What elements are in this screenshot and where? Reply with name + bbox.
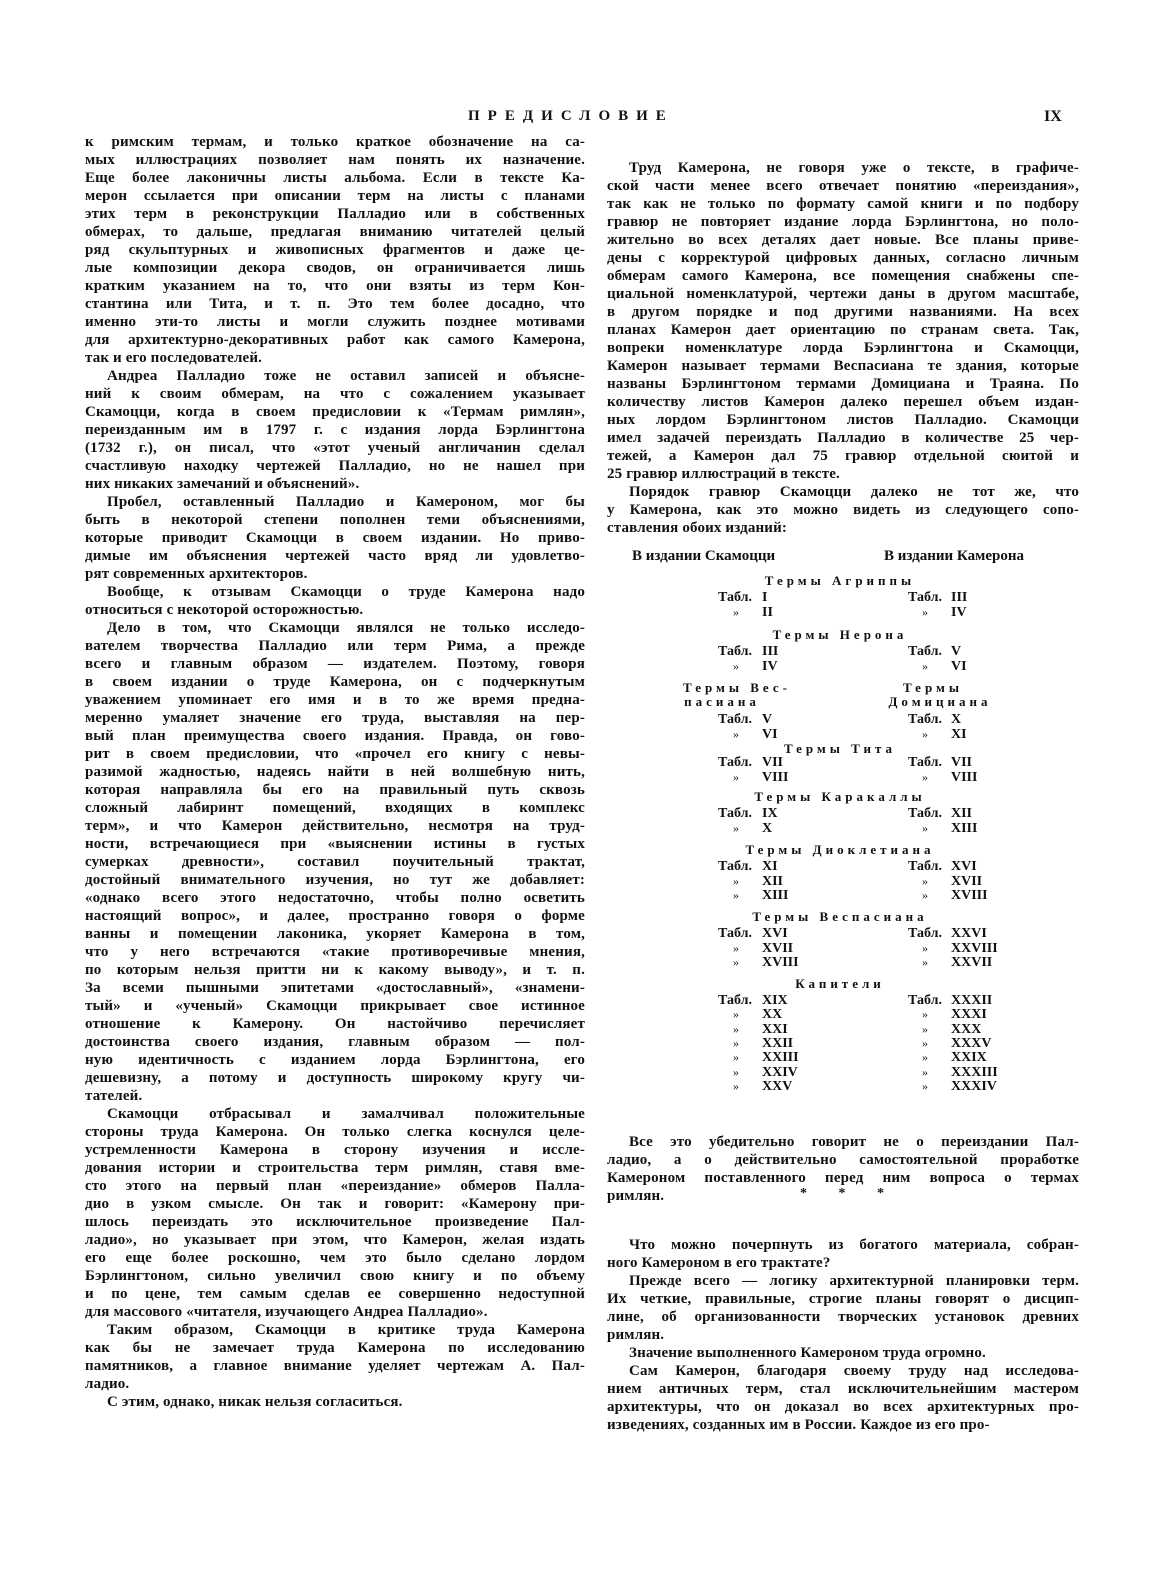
section-heading-left: пасиана: [684, 694, 760, 709]
text-line: лине, об организованности творческих установок древних: [607, 1309, 1079, 1325]
text-line: дио в узком смысле. Он так и говорит: «Камерону при-: [85, 1196, 585, 1212]
text-line: ставления обоих изданий:: [607, 520, 788, 536]
plate-number-cameron: X: [951, 712, 962, 727]
text-line: к римским термам, и только краткое обозначение на са-: [85, 134, 585, 150]
text-line: Все это убедительно говорит не о переиздании Пал-: [629, 1134, 1079, 1150]
plate-number-scamozzi: XI: [762, 859, 778, 874]
text-line: циальной номенклатурой, чертежи даны в другом масштабе,: [607, 286, 1079, 302]
plate-label-scamozzi: »: [733, 605, 739, 619]
text-line: разимой жадностью, надеясь найти в ней волшебную нить,: [85, 764, 585, 780]
plate-label-scamozzi: Табл.: [718, 644, 752, 659]
text-line: его еще более роскошно, чем это было сделано лордом: [85, 1250, 585, 1266]
section-heading-right: Термы: [903, 680, 963, 695]
plate-number-cameron: XXVIII: [951, 940, 998, 956]
text-line: тежей, а Камерон дал 75 гравюр отдельной сюитой и: [607, 448, 1079, 464]
text-line: Дело в том, что Скамоцци являлся не только исследо-: [107, 620, 585, 636]
plate-label-scamozzi: Табл.: [718, 993, 752, 1008]
text-line: вый план преимущества своего издания. Правда, он гово-: [85, 728, 585, 744]
text-line: у Камерона, как это можно видеть из следующего сопо-: [607, 502, 1079, 518]
plate-label-scamozzi: »: [733, 1078, 739, 1093]
right-column-top: [607, 159, 1079, 537]
plate-label-scamozzi: Табл.: [718, 755, 752, 770]
text-line: меренно умаляет значение его труда, выставляя на пер-: [85, 710, 585, 726]
section-heading-left: Термы Вес-: [683, 680, 791, 695]
section-heading: Термы Нерона: [772, 627, 908, 642]
text-line: Сам Камерон, благодаря своему труду над исследова-: [629, 1363, 1079, 1379]
text-line: количеству листов Камерон далеко перешел объем издан-: [607, 394, 1079, 410]
plate-number-scamozzi: XXI: [762, 1021, 788, 1037]
text-line: достоинства своего издания, главным образом — пол-: [85, 1034, 585, 1050]
text-line: мерон ссылается при описании терм на листы с планами: [85, 188, 585, 204]
text-line: ладио, а о действительно самостоятельной проработке: [607, 1152, 1079, 1168]
paragraph: [85, 1105, 585, 1321]
plate-label-scamozzi: »: [733, 727, 739, 741]
plate-number-scamozzi: XII: [762, 873, 784, 889]
plate-number-scamozzi: IX: [762, 806, 778, 821]
plate-number-scamozzi: XXV: [762, 1078, 793, 1094]
plate-number-scamozzi: III: [762, 644, 779, 659]
paragraph: [85, 583, 585, 619]
plate-label-scamozzi: Табл.: [718, 590, 752, 605]
text-line: устремленности Камерона в сторону изучения и иссле-: [85, 1142, 585, 1158]
text-line: димые им объяснения чертежей часто вряд ли удовлетво-: [85, 548, 585, 564]
text-line: счастливую находку чертежей Палладио, но не нашел при: [85, 458, 585, 474]
plate-label-cameron: »: [922, 1035, 928, 1050]
text-line: всего и главным образом — издателем. Поэтому, говоря: [85, 656, 585, 672]
plate-number-cameron: III: [951, 590, 968, 605]
text-line: Порядок гравюр Скамоцци далеко не тот же, что: [629, 484, 1079, 500]
text-line: Пробел, оставленный Палладио и Камероном, мог бы: [107, 494, 585, 510]
text-line: Вообще, к отзывам Скамоцци о труде Камерона надо: [107, 584, 585, 600]
plate-label-cameron: Табл.: [908, 859, 942, 874]
text-line: Камероном поставленного перед ним вопроса о термах: [607, 1170, 1079, 1186]
text-line: сто этого на первый план «переиздание» обмеров Палла-: [85, 1178, 585, 1194]
section-break: * * *: [800, 1186, 898, 1201]
plate-number-scamozzi: XIII: [762, 888, 789, 904]
section-heading: Термы Веспасиана: [752, 909, 928, 924]
text-line: Их четкие, правильные, строгие планы говорят о дисцип-: [607, 1291, 1079, 1307]
plate-label-scamozzi: Табл.: [718, 712, 752, 727]
text-line: терм», и что Камерон действительно, несмотря на труд-: [85, 818, 585, 834]
text-line: Камерон называет термами Веспасиана те здания, которые: [607, 358, 1079, 374]
text-line: (1732 г.), он писал, что «этот ученый англичанин сделал: [85, 440, 585, 456]
text-line: так и его последователей.: [85, 350, 263, 366]
plate-number-cameron: VIII: [951, 770, 978, 785]
text-line: ской части менее всего отвечает понятию «переиздания»,: [607, 178, 1079, 194]
text-line: римлян.: [607, 1188, 665, 1204]
plate-label-cameron: »: [922, 955, 928, 970]
plate-number-cameron: XXIX: [951, 1050, 987, 1066]
paragraph: [85, 367, 585, 493]
column-header-cameron: В издании Камерона: [884, 548, 1024, 564]
text-line: Еще более лаконичны листы альбома. Если в тексте Ка-: [85, 170, 585, 186]
text-line: которые приводит Скамоцци в своем издании. Но приво-: [85, 530, 585, 546]
text-line: рит в своем предисловии, что «прочел его книгу с невы-: [85, 746, 585, 762]
paragraph: [85, 1321, 585, 1393]
plate-label-cameron: Табл.: [908, 806, 942, 821]
text-line: архитектуры, что он доказал во всех архитектурных про-: [607, 1399, 1079, 1415]
text-line: памятников, а главное внимание уделяет чертежам А. Пал-: [85, 1358, 585, 1374]
plate-number-scamozzi: V: [762, 712, 773, 727]
text-line: Значение выполненного Камероном труда огромно.: [629, 1345, 986, 1361]
text-line: планах Камерон дает ориентацию по странам света. Так,: [607, 322, 1079, 338]
plate-label-scamozzi: »: [733, 1021, 739, 1036]
text-line: ных лордом Бэрлингтоном листов Палладио. Скамоцци: [607, 412, 1079, 428]
paragraph: [607, 159, 1079, 483]
text-line: ладио.: [85, 1376, 130, 1392]
plate-label-cameron: »: [922, 770, 928, 784]
paragraph: [85, 493, 585, 583]
section-heading: Термы Агриппы: [764, 573, 916, 588]
section-heading: Капители: [795, 976, 885, 991]
text-line: изведениях, созданных им в России. Каждое из его про-: [607, 1417, 990, 1433]
text-line: 25 гравюр иллюстраций в тексте.: [607, 466, 840, 482]
text-line: так как не только по формату самой книги и по подбору: [607, 196, 1079, 212]
text-line: Скамоцци отбрасывал и замалчивал положительные: [107, 1106, 585, 1122]
plate-number-scamozzi: IV: [762, 659, 778, 674]
text-line: вопреки номенклатуре лорда Бэрлингтона и Скамоцци,: [607, 340, 1079, 356]
plate-number-cameron: XIII: [951, 821, 978, 836]
text-line: дешевизну, а потому и доступность широкому кругу чи-: [85, 1070, 585, 1086]
text-line: по которым нельзя притти ни к какому выводу», и т. п.: [85, 962, 585, 978]
section-heading: Термы Каракаллы: [754, 789, 926, 804]
text-line: для массового «читателя, изучающего Андреа Палладио».: [85, 1304, 488, 1320]
plate-number-cameron: XXXII: [951, 993, 993, 1008]
plate-label-scamozzi: Табл.: [718, 806, 752, 821]
plate-label-scamozzi: »: [733, 888, 739, 903]
text-line: стороны труда Камерона. Он только слегка коснулся целе-: [85, 1124, 585, 1140]
plate-number-scamozzi: XXIII: [762, 1050, 799, 1066]
running-title: ПРЕДИСЛОВИЕ: [468, 108, 674, 124]
paragraph: [607, 1236, 1079, 1272]
text-line: шлось переиздать это исключительное произведение Пал-: [85, 1214, 585, 1230]
text-line: мых иллюстрациях позволяет нам понять их назначение.: [85, 152, 585, 168]
plate-number-cameron: XXXIII: [951, 1064, 998, 1080]
plate-label-scamozzi: Табл.: [718, 859, 752, 874]
plate-number-scamozzi: VI: [762, 727, 778, 742]
text-line: ного Камероном в его трактате?: [607, 1255, 831, 1271]
plate-label-cameron: »: [922, 605, 928, 619]
plate-number-scamozzi: XIX: [762, 993, 788, 1008]
plate-number-cameron: V: [951, 644, 962, 659]
plate-label-cameron: »: [922, 888, 928, 903]
text-line: отношение к Камерону. Он настойчиво перечисляет: [85, 1016, 585, 1032]
text-line: Таким образом, Скамоцци в критике труда Камерона: [107, 1322, 585, 1338]
plate-label-scamozzi: »: [733, 955, 739, 970]
plate-label-cameron: »: [922, 727, 928, 741]
plate-number-cameron: XVIII: [951, 888, 988, 904]
text-line: этих терм в реконструкции Палладио или в собственных: [85, 206, 585, 222]
text-line: рят современных архитекторов.: [85, 566, 308, 582]
plate-label-cameron: »: [922, 659, 928, 673]
text-line: переизданным им в 1797 г. с издания лорда Бэрлингтона: [85, 422, 585, 438]
text-line: Что можно почерпнуть из богатого материала, собран-: [629, 1237, 1079, 1253]
plate-label-cameron: »: [922, 1021, 928, 1036]
section-heading: Термы Диоклетиана: [745, 842, 935, 857]
text-line: тый» и «ученый» Скамоцци прикрывает свое истинное: [85, 998, 585, 1014]
plate-number-cameron: XVII: [951, 873, 983, 889]
text-line: «однако всего этого недостаточно, чтобы полно осветить: [85, 890, 585, 906]
plate-label-cameron: »: [922, 1078, 928, 1093]
text-line: для архитектурно-декоративных работ как самого Камерона,: [85, 332, 585, 348]
paragraph: [607, 483, 1079, 537]
text-line: Скамоцци, когда в своем предисловии к «Термам римлян»,: [85, 404, 585, 420]
text-line: в другом порядке и под другими названиями. На всех: [607, 304, 1079, 320]
plate-number-cameron: XI: [951, 727, 967, 742]
plate-label-scamozzi: »: [733, 821, 739, 835]
plate-label-scamozzi: »: [733, 1035, 739, 1050]
plate-label-scamozzi: »: [733, 873, 739, 888]
text-line: С этим, однако, никак нельзя согласиться.: [107, 1394, 403, 1410]
text-line: которая направляла бы его на правильный путь сквозь: [85, 782, 585, 798]
paragraph: [607, 1344, 1079, 1362]
plate-number-scamozzi: XVI: [762, 926, 788, 941]
text-line: дования истории и строительства терм римлян, ставя вме-: [85, 1160, 585, 1176]
plate-number-cameron: VII: [951, 755, 973, 770]
plate-number-cameron: IV: [951, 605, 967, 620]
text-line: настоящий вопрос», и далее, пространно говоря о форме: [85, 908, 585, 924]
text-line: сложный лабиринт помещений, входящих в комплекс: [85, 800, 585, 816]
plate-label-scamozzi: Табл.: [718, 926, 752, 941]
text-line: что у него встречаются «такие противоречивые мнения,: [85, 944, 585, 960]
text-line: и по цене, тем самым сделав ее совершенно недоступной: [85, 1286, 585, 1302]
text-line: лые композиции декора сводов, он ограничивается лишь: [85, 260, 585, 276]
text-line: обмерах, то дальше, предлагая вниманию читателей целый: [85, 224, 585, 240]
plate-label-cameron: Табл.: [908, 644, 942, 659]
text-line: обмерам самого Камерона, все помещения снабжены спе-: [607, 268, 1079, 284]
plate-label-scamozzi: »: [733, 770, 739, 784]
plate-number-cameron: XVI: [951, 859, 977, 874]
plate-label-scamozzi: »: [733, 940, 739, 955]
text-line: нием античных терм, стал исключительнейшим мастером: [607, 1381, 1079, 1397]
plate-number-scamozzi: X: [762, 821, 773, 836]
section-heading: Термы Тита: [783, 741, 897, 756]
text-line: сумерках древности», составил поучительный трактат,: [85, 854, 585, 870]
plate-number-cameron: XXVII: [951, 955, 993, 971]
text-line: относиться с некоторой осторожностью.: [85, 602, 364, 618]
plate-label-cameron: »: [922, 1007, 928, 1022]
text-line: именно эти-то листы и могли служить позднее мотивами: [85, 314, 585, 330]
text-line: Прежде всего — логику архитектурной планировки терм.: [629, 1273, 1079, 1289]
paragraph: [85, 1393, 585, 1411]
plate-label-scamozzi: »: [733, 1064, 739, 1079]
plate-label-scamozzi: »: [733, 659, 739, 673]
plate-label-cameron: Табл.: [908, 590, 942, 605]
plate-number-scamozzi: XX: [762, 1007, 783, 1023]
plate-label-cameron: Табл.: [908, 993, 942, 1008]
plate-label-cameron: Табл.: [908, 926, 942, 941]
text-line: ний к своим обмерам, на что с сожалением указывает: [85, 386, 585, 402]
right-column-end: [607, 1236, 1079, 1434]
text-line: Андреа Палладио тоже не оставил записей и объясне-: [107, 368, 585, 384]
plate-number-scamozzi: VII: [762, 755, 784, 770]
text-line: как бы не замечает труда Камерона по исследованию: [85, 1340, 585, 1356]
text-line: гравюр не повторяет издание лорда Бэрлингтона, но поло-: [607, 214, 1079, 230]
text-line: римлян.: [607, 1327, 665, 1343]
column-header-scamozzi: В издании Скамоцци: [632, 548, 776, 564]
plate-number-scamozzi: II: [762, 605, 773, 620]
text-line: тателей.: [85, 1088, 143, 1104]
text-line: дены с корректурой цифровых данных, согласно личным: [607, 250, 1079, 266]
plate-label-cameron: Табл.: [908, 755, 942, 770]
paragraph: [607, 1272, 1079, 1344]
plate-number-cameron: XII: [951, 806, 973, 821]
plate-label-cameron: Табл.: [908, 712, 942, 727]
plate-number-cameron: XXXV: [951, 1035, 992, 1051]
text-line: быть в некоторой степени пополнен теми объяснениями,: [85, 512, 585, 528]
text-line: имел задачей переиздать Палладио в количестве 25 чер-: [607, 430, 1079, 446]
plate-number-scamozzi: XVIII: [762, 955, 799, 971]
text-line: Бэрлингтоном, сильно увеличил свою книгу и по объему: [85, 1268, 585, 1284]
paragraph: [85, 619, 585, 1105]
text-line: стантина или Тита, и т. п. Это тем более досадно, что: [85, 296, 585, 312]
text-line: ряд скульптурных и живописных фрагментов и даже це-: [85, 242, 585, 258]
plate-number-cameron: XXXIV: [951, 1078, 997, 1094]
section-heading-right: Домициана: [888, 694, 992, 709]
plate-number-scamozzi: VIII: [762, 770, 789, 785]
paragraph: [607, 1362, 1079, 1434]
text-line: них никаких замечаний и объяснений».: [85, 476, 360, 492]
plate-label-cameron: »: [922, 821, 928, 835]
plate-number-cameron: XXXI: [951, 1007, 987, 1023]
plate-label-cameron: »: [922, 1050, 928, 1065]
left-column: [85, 133, 585, 1411]
paragraph: [85, 133, 585, 367]
plate-number-scamozzi: XVII: [762, 940, 794, 956]
plate-number-scamozzi: XXIV: [762, 1064, 798, 1080]
text-line: жительно во всех деталях дает новые. Все планы приве-: [607, 232, 1079, 248]
text-line: ладио», но указывает при этом, что Камерон, желая издать: [85, 1232, 585, 1248]
plate-label-scamozzi: »: [733, 1050, 739, 1065]
plate-label-cameron: »: [922, 873, 928, 888]
text-line: За всеми пышными эпитетами «достославный», «знамени-: [85, 980, 585, 996]
text-line: уважением упоминает его имя и в то же время предна-: [85, 692, 585, 708]
text-line: ванны и помещении лаконика, укоряет Камерона в том,: [85, 926, 585, 942]
plate-label-cameron: »: [922, 940, 928, 955]
plate-number-scamozzi: I: [762, 590, 768, 605]
text-line: в своем издании о труде Камерона, он с подчеркнутым: [85, 674, 585, 690]
text-line: достойный внимательного изучения, но тут же добавляет:: [85, 872, 585, 888]
text-line: вателем творчества Палладио или терм Рима, а прежде: [85, 638, 585, 654]
plate-number-cameron: XXX: [951, 1021, 982, 1037]
page-number: IX: [1044, 108, 1062, 125]
text-line: ную идентичность с изданием лорда Бэрлингтона, его: [85, 1052, 585, 1068]
text-line: кратким указанием на то, что они взяты из терм Кон-: [85, 278, 585, 294]
text-line: названы Бэрлингтоном термами Домициана и Траяна. По: [607, 376, 1079, 392]
plate-number-cameron: XXVI: [951, 926, 987, 941]
plate-number-cameron: VI: [951, 659, 967, 674]
plate-label-scamozzi: »: [733, 1007, 739, 1022]
plate-label-cameron: »: [922, 1064, 928, 1079]
plate-number-scamozzi: XXII: [762, 1035, 794, 1051]
text-line: Труд Камерона, не говоря уже о тексте, в графиче-: [629, 160, 1079, 176]
text-line: ности, встречающиеся при «выяснении истины в густых: [85, 836, 585, 852]
